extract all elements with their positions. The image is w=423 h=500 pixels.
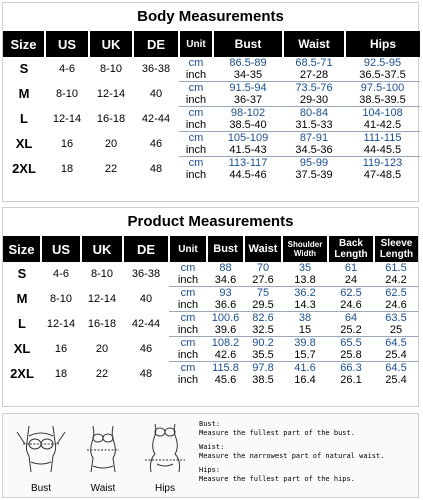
cm-value: 62.5 bbox=[374, 287, 418, 300]
unit-cm-label: cm bbox=[188, 57, 204, 69]
hips-figure-icon bbox=[135, 422, 195, 476]
cm-value: 41.6 bbox=[282, 362, 328, 375]
header-back-length bbox=[328, 236, 374, 262]
cm-value: 92.5-95 bbox=[363, 57, 402, 69]
size-cell: 2XL bbox=[12, 160, 36, 176]
header-sleeve-line1: Sleeve bbox=[380, 238, 413, 249]
inch-value: 34-35 bbox=[233, 69, 263, 81]
header-uk: UK bbox=[81, 236, 123, 262]
product-measurements-title: Product Measurements bbox=[127, 213, 294, 230]
uk-size-cell: 8-10 bbox=[90, 268, 114, 281]
unit-cm-label: cm bbox=[179, 132, 213, 145]
measure-figures bbox=[11, 422, 196, 494]
size-row-cm bbox=[3, 287, 418, 300]
size-row-cm bbox=[3, 362, 418, 375]
body-measurements-table bbox=[3, 31, 420, 181]
inch-value: 47-48.5 bbox=[363, 169, 402, 181]
cm-value: 90.2 bbox=[244, 337, 282, 350]
size-cell: L bbox=[20, 111, 28, 126]
unit-cm-label: cm bbox=[179, 82, 213, 95]
waist-figure bbox=[73, 422, 133, 494]
cm-value: 98-102 bbox=[213, 107, 283, 120]
cm-value: 97.5-100 bbox=[345, 82, 420, 95]
inch-value: 25.2 bbox=[340, 324, 362, 336]
waist-note-desc: Measure the narrowest part of natural waist. bbox=[199, 452, 385, 460]
cm-value: 113-117 bbox=[213, 157, 283, 170]
inch-value: 42.6 bbox=[214, 349, 237, 361]
cm-value: 105-109 bbox=[213, 132, 283, 145]
inch-value: 25.4 bbox=[385, 349, 407, 361]
us-size-cell: 8-10 bbox=[49, 293, 73, 305]
cm-value: 61 bbox=[344, 262, 358, 274]
measure-notes bbox=[199, 420, 414, 489]
product-measurements-body bbox=[3, 262, 418, 386]
cm-value: 119-123 bbox=[345, 157, 420, 170]
hips-figure-label: Hips bbox=[154, 483, 175, 494]
cm-value: 80-84 bbox=[283, 107, 345, 120]
unit-cm-label: cm bbox=[169, 337, 207, 350]
uk-size-cell: 20 bbox=[95, 343, 109, 355]
inch-value: 24 bbox=[344, 274, 358, 286]
de-size-cell: 36-38 bbox=[141, 63, 171, 76]
de-size-cell: 40 bbox=[139, 293, 153, 305]
us-size-cell: 8-10 bbox=[55, 88, 79, 100]
header-shoulder-width bbox=[282, 236, 328, 262]
header-unit: Unit bbox=[169, 236, 207, 262]
us-size-cell: 12-14 bbox=[46, 318, 76, 330]
hips-note-desc: Measure the fullest part of the hips. bbox=[199, 475, 355, 483]
inch-value: 44-45.5 bbox=[363, 144, 402, 156]
inch-value: 15.7 bbox=[294, 349, 316, 361]
size-row-cm bbox=[3, 312, 418, 325]
hips-figure bbox=[135, 422, 195, 494]
size-row-cm bbox=[3, 107, 420, 120]
de-size-cell: 48 bbox=[139, 367, 153, 380]
unit-inch-label: inch bbox=[185, 144, 207, 156]
size-row-cm bbox=[3, 157, 420, 170]
unit-inch-label: inch bbox=[177, 324, 199, 336]
inch-value: 38.5 bbox=[252, 374, 274, 386]
unit-inch-label: inch bbox=[177, 349, 199, 361]
cm-value: 104-108 bbox=[345, 107, 420, 120]
unit-inch-label: inch bbox=[185, 119, 207, 131]
inch-value: 34.5-36 bbox=[295, 144, 333, 156]
waist-note-title: Waist: bbox=[199, 443, 225, 451]
inch-value: 44.5-46 bbox=[229, 169, 267, 181]
de-size-cell: 40 bbox=[149, 88, 163, 100]
waist-figure-label: Waist bbox=[90, 483, 116, 494]
header-sleeve-length bbox=[374, 236, 418, 262]
us-size-cell: 16 bbox=[54, 343, 68, 355]
cm-value: 66.3 bbox=[328, 362, 374, 375]
us-size-cell: 18 bbox=[60, 162, 74, 175]
inch-value: 37.5-39 bbox=[295, 169, 333, 181]
inch-value: 24.2 bbox=[385, 274, 407, 286]
cm-value: 64 bbox=[328, 312, 374, 325]
inch-value: 27-28 bbox=[299, 69, 329, 81]
cm-value: 65.5 bbox=[328, 337, 374, 350]
cm-value: 87-91 bbox=[283, 132, 345, 145]
body-header-row bbox=[3, 31, 420, 57]
inch-value: 34.6 bbox=[214, 274, 237, 286]
header-size: Size bbox=[3, 236, 41, 262]
uk-size-cell: 22 bbox=[104, 162, 118, 175]
inch-value: 45.6 bbox=[214, 374, 237, 386]
product-measurements-table bbox=[3, 236, 418, 386]
cm-value: 93 bbox=[207, 287, 244, 300]
unit-inch-label: inch bbox=[185, 69, 207, 81]
header-waist: Waist bbox=[244, 236, 282, 262]
uk-size-cell: 12-14 bbox=[87, 293, 117, 305]
header-hips: Hips bbox=[345, 31, 420, 57]
unit-inch-label: inch bbox=[177, 374, 199, 386]
us-size-cell: 16 bbox=[60, 138, 74, 150]
cm-value: 35 bbox=[298, 262, 312, 274]
uk-size-cell: 8-10 bbox=[99, 63, 123, 76]
cm-value: 88 bbox=[219, 262, 232, 274]
inch-value: 31.5-33 bbox=[295, 119, 333, 131]
header-back-line1: Back bbox=[339, 238, 363, 249]
inch-value: 35.5 bbox=[252, 349, 274, 361]
de-size-cell: 46 bbox=[149, 138, 163, 150]
size-row-cm bbox=[3, 337, 418, 350]
unit-inch-label: inch bbox=[185, 169, 207, 181]
bust-figure bbox=[11, 422, 71, 494]
inch-value: 15 bbox=[298, 324, 312, 336]
size-cell: 2XL bbox=[10, 365, 34, 381]
cm-value: 39.8 bbox=[282, 337, 328, 350]
unit-cm-label: cm bbox=[180, 262, 196, 274]
size-cell: S bbox=[19, 61, 29, 77]
how-to-measure-section bbox=[2, 413, 419, 498]
inch-value: 25.4 bbox=[385, 374, 407, 386]
size-cell: M bbox=[18, 86, 30, 101]
cm-value: 70 bbox=[256, 262, 270, 274]
header-us: US bbox=[41, 236, 81, 262]
us-size-cell: 4-6 bbox=[53, 268, 69, 281]
header-uk: UK bbox=[89, 31, 133, 57]
us-size-cell: 18 bbox=[54, 367, 68, 380]
header-shoulder-line2: Width bbox=[293, 249, 317, 258]
inch-value: 36.6 bbox=[214, 299, 237, 311]
de-size-cell: 42-44 bbox=[141, 113, 171, 125]
inch-value: 27.6 bbox=[252, 274, 274, 286]
header-bust: Bust bbox=[213, 31, 283, 57]
unit-cm-label: cm bbox=[179, 107, 213, 120]
waist-figure-icon bbox=[73, 422, 133, 476]
cm-value: 73.5-76 bbox=[283, 82, 345, 95]
cm-value: 86.5-89 bbox=[229, 57, 267, 69]
size-row-cm bbox=[3, 82, 420, 95]
cm-value: 64.5 bbox=[374, 337, 418, 350]
header-unit: Unit bbox=[179, 31, 213, 57]
cm-value: 111-115 bbox=[345, 132, 420, 145]
size-cell: XL bbox=[13, 341, 31, 356]
inch-value: 36-37 bbox=[233, 94, 263, 106]
cm-value: 62.5 bbox=[328, 287, 374, 300]
unit-cm-label: cm bbox=[169, 362, 207, 375]
inch-value: 14.3 bbox=[294, 299, 316, 311]
header-size: Size bbox=[3, 31, 45, 57]
header-shoulder-line1: Shoulder bbox=[287, 240, 323, 249]
bust-figure-label: Bust bbox=[30, 483, 51, 494]
size-row-cm bbox=[3, 132, 420, 145]
product-header-row bbox=[3, 236, 418, 262]
cm-value: 91.5-94 bbox=[213, 82, 283, 95]
size-row-cm bbox=[3, 57, 420, 69]
size-row-cm bbox=[3, 262, 418, 274]
inch-value: 41-42.5 bbox=[363, 119, 402, 131]
header-sleeve-line2: Length bbox=[379, 249, 414, 260]
inch-value: 29-30 bbox=[299, 94, 329, 106]
inch-value: 25 bbox=[389, 324, 403, 336]
product-measurements-section bbox=[2, 207, 419, 407]
uk-size-cell: 20 bbox=[104, 138, 118, 150]
cm-value: 95-99 bbox=[283, 157, 345, 170]
inch-value: 13.8 bbox=[294, 274, 316, 286]
cm-value: 64.5 bbox=[374, 362, 418, 375]
inch-value: 41.5-43 bbox=[229, 144, 267, 156]
cm-value: 75 bbox=[244, 287, 282, 300]
bust-note-desc: Measure the fullest part of the bust. bbox=[199, 429, 355, 437]
inch-value: 38.5-40 bbox=[229, 119, 267, 131]
header-de: DE bbox=[123, 236, 169, 262]
size-cell: XL bbox=[15, 136, 33, 151]
inch-value: 26.1 bbox=[340, 374, 362, 386]
body-measurements-title: Body Measurements bbox=[137, 8, 284, 25]
size-cell: L bbox=[18, 316, 26, 331]
inch-value: 32.5 bbox=[252, 324, 274, 336]
cm-value: 100.6 bbox=[207, 312, 244, 325]
cm-value: 97.8 bbox=[244, 362, 282, 375]
unit-inch-label: inch bbox=[177, 274, 199, 286]
header-us: US bbox=[45, 31, 89, 57]
header-back-line2: Length bbox=[334, 249, 368, 260]
body-measurements-body bbox=[3, 57, 420, 181]
header-bust: Bust bbox=[207, 236, 244, 262]
bust-note-title: Bust: bbox=[199, 420, 221, 428]
inch-value: 36.5-37.5 bbox=[359, 69, 406, 81]
uk-size-cell: 16-18 bbox=[96, 113, 126, 125]
inch-value: 25.8 bbox=[340, 349, 362, 361]
uk-size-cell: 12-14 bbox=[96, 88, 126, 100]
unit-inch-label: inch bbox=[177, 299, 199, 311]
de-size-cell: 36-38 bbox=[131, 268, 161, 281]
inch-value: 24.6 bbox=[340, 299, 362, 311]
header-de: DE bbox=[133, 31, 179, 57]
cm-value: 108.2 bbox=[207, 337, 244, 350]
inch-value: 29.5 bbox=[252, 299, 274, 311]
size-cell: M bbox=[16, 291, 28, 306]
inch-value: 16.4 bbox=[294, 374, 316, 386]
size-cell: S bbox=[17, 266, 27, 282]
header-waist: Waist bbox=[283, 31, 345, 57]
cm-value: 63.5 bbox=[374, 312, 418, 325]
body-measurements-section bbox=[2, 2, 419, 202]
unit-inch-label: inch bbox=[185, 94, 207, 106]
de-size-cell: 46 bbox=[139, 343, 153, 355]
hips-note-title: Hips: bbox=[199, 466, 221, 474]
unit-cm-label: cm bbox=[179, 157, 213, 170]
bust-figure-icon bbox=[11, 422, 71, 476]
uk-size-cell: 16-18 bbox=[87, 318, 117, 330]
us-size-cell: 4-6 bbox=[59, 63, 75, 76]
de-size-cell: 42-44 bbox=[131, 318, 161, 330]
cm-value: 36.2 bbox=[282, 287, 328, 300]
inch-value: 38.5-39.5 bbox=[359, 94, 406, 106]
unit-cm-label: cm bbox=[169, 287, 207, 300]
cm-value: 38 bbox=[282, 312, 328, 325]
uk-size-cell: 22 bbox=[95, 367, 109, 380]
cm-value: 82.6 bbox=[244, 312, 282, 325]
inch-value: 24.6 bbox=[385, 299, 407, 311]
cm-value: 115.8 bbox=[207, 362, 244, 375]
unit-cm-label: cm bbox=[169, 312, 207, 325]
cm-value: 61.5 bbox=[385, 262, 407, 274]
inch-value: 39.6 bbox=[214, 324, 237, 336]
us-size-cell: 12-14 bbox=[52, 113, 82, 125]
cm-value: 68.5-71 bbox=[295, 57, 333, 69]
de-size-cell: 48 bbox=[149, 162, 163, 175]
